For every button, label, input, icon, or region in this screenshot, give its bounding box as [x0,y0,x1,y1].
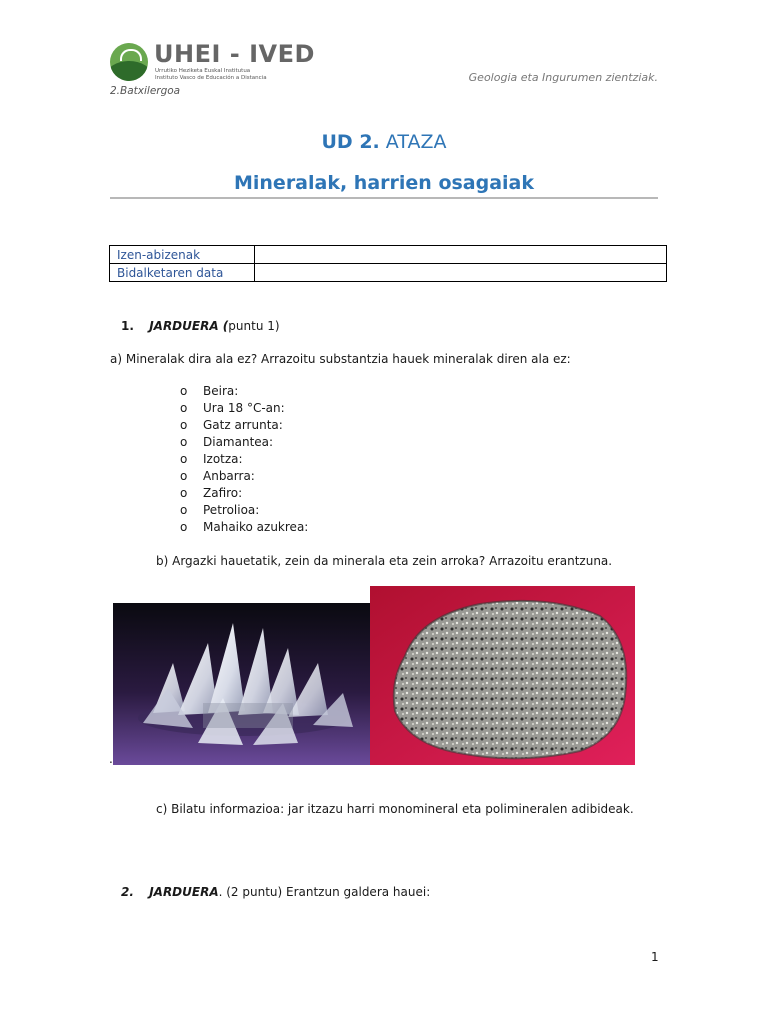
bullet-icon: o [180,452,188,466]
activity-2-rest: . (2 puntu) Erantzun galdera hauei: [218,885,431,899]
table-row [110,264,667,282]
name-field[interactable] [255,246,667,264]
logo-title: UHEI - IVED [154,40,315,68]
question-a: a) Mineralak dira ala ez? Arrazoitu substantzia hauek mineralak diren ala ez: [110,352,571,366]
bullet-icon: o [180,384,188,398]
activity-1-number: 1. [121,319,134,333]
logo-subtitle-1: Urrutiko Heziketa Euskal Institutua [155,68,251,74]
activity-1-points: puntu 1) [228,319,280,333]
bullet-icon: o [180,401,188,415]
title-divider [110,197,658,199]
page-title: Mineralak, harrien osagaiak [233,172,535,194]
activity-2-heading [121,885,430,899]
granite-rock-photo [370,586,635,765]
date-label: Bidalketaren data [110,264,255,282]
bullet-icon: o [180,435,188,449]
activity-1-heading [121,319,280,333]
activity-1-title: JARDUERA ( [149,319,229,333]
page-number: 1 [651,950,659,964]
logo-icon [110,43,148,81]
question-c: c) Bilatu informazioa: jar itzazu harri monomineral eta polimineralen adibideak. [156,802,634,816]
name-label: Izen-abizenak [110,246,255,264]
unit-title-rest: ATAZA [379,131,447,153]
bullet-icon: o [180,520,188,534]
logo-subtitle-2: Instituto Vasco de Educación a Distancia [155,75,267,81]
date-field[interactable] [255,264,667,282]
student-info-table [109,245,667,282]
header-subject: Geologia eta Ingurumen zientziak. [468,71,658,84]
question-b: b) Argazki hauetatik, zein da minerala eta zein arroka? Arrazoitu erantzuna. [156,554,613,568]
unit-title [0,131,768,153]
activity-2-number: 2. [121,885,134,899]
bullet-icon: o [180,486,188,500]
quartz-crystal-photo [113,603,370,765]
activity-2-title: JARDUERA [149,885,219,899]
header-course: 2.Batxilergoa [110,85,181,97]
bullet-icon: o [180,469,188,483]
unit-title-bold: UD 2. [321,131,380,153]
table-row [110,246,667,264]
bullet-icon: o [180,418,188,432]
bullet-icon: o [180,503,188,517]
photo-dot: . [109,752,113,766]
